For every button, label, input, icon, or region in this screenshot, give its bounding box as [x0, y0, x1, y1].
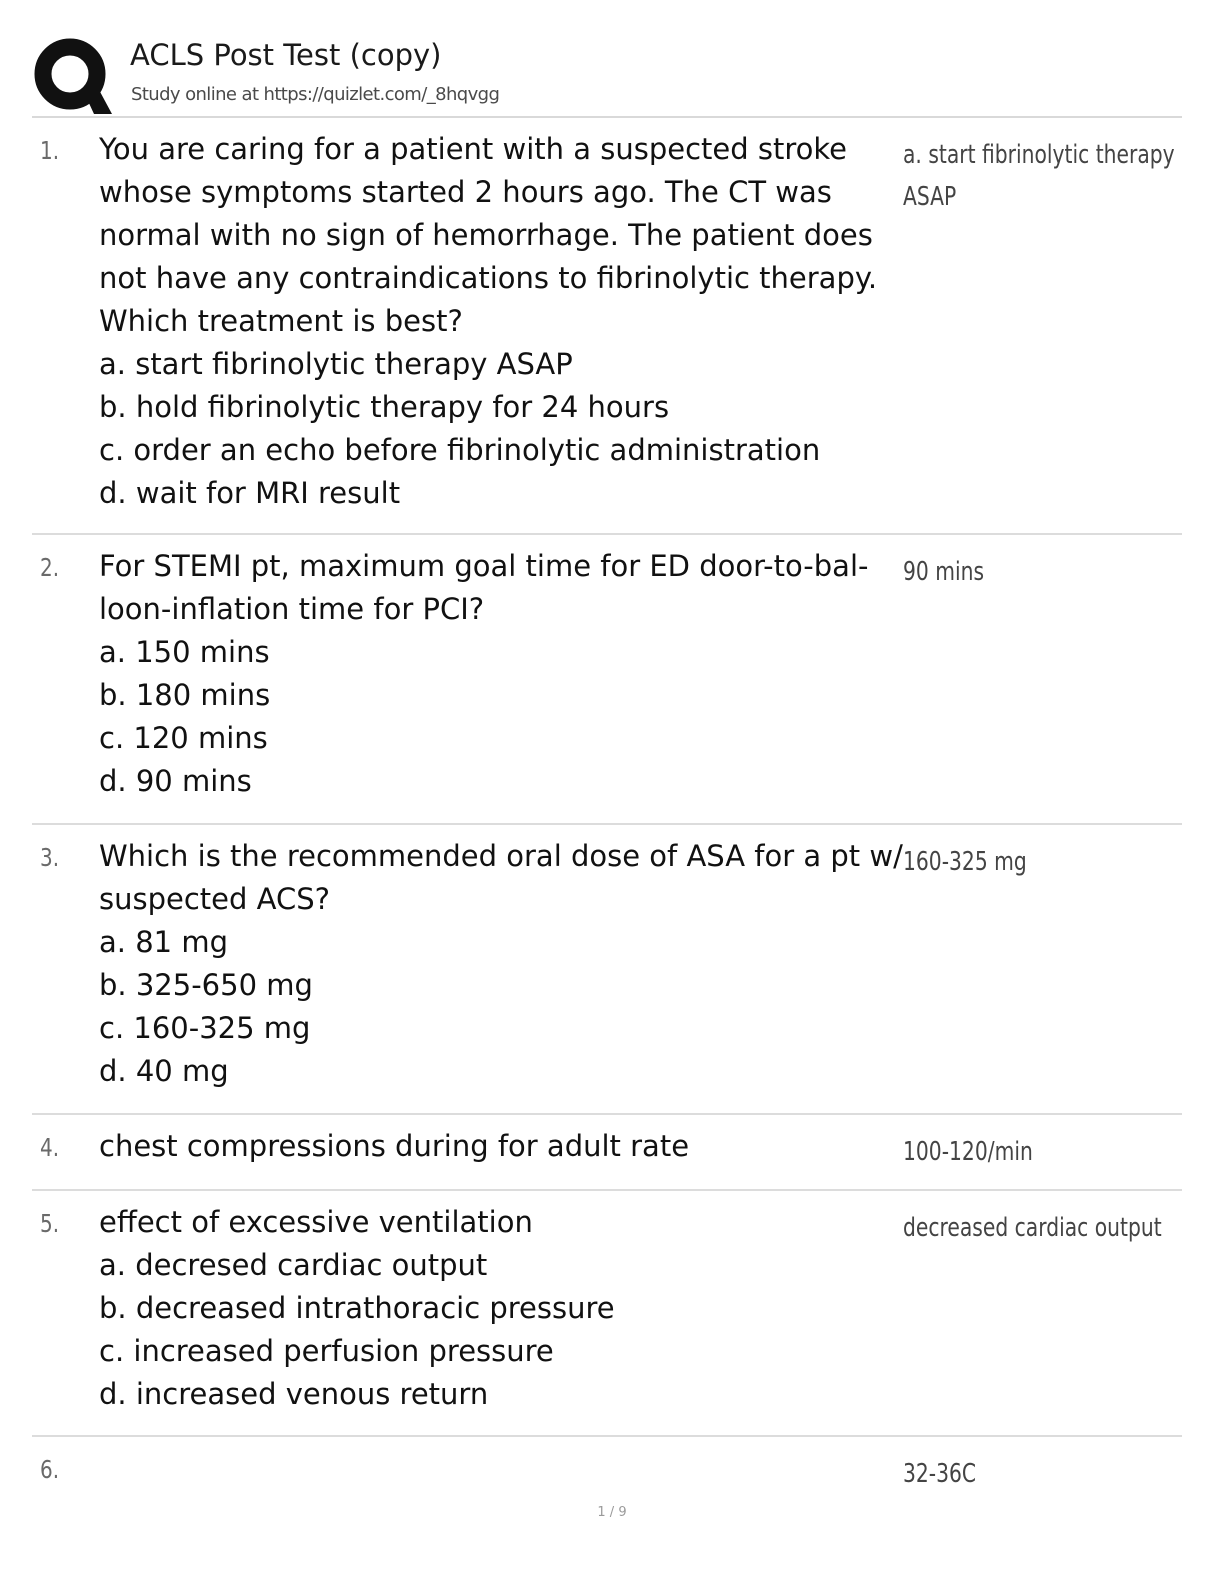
option-line: c. 120 mins — [99, 721, 268, 755]
answer-line: 160-325 mg — [903, 847, 1027, 877]
card-question — [99, 128, 899, 515]
flashcard-6 — [32, 1437, 1182, 1507]
question-line: Which treatment is best? — [99, 304, 463, 338]
answer-line: 32-36C — [903, 1459, 977, 1489]
quizlet-logo-icon — [32, 36, 112, 116]
flashcard-list — [32, 118, 1182, 1507]
question-line: effect of excessive ventilation — [99, 1205, 533, 1239]
flashcard-3 — [32, 825, 1182, 1115]
card-number: 2. — [40, 553, 60, 582]
question-line: suspected ACS? — [99, 882, 331, 916]
answer-line: 100-120/min — [903, 1137, 1033, 1167]
option-line: a. 150 mins — [99, 635, 270, 669]
option-line: b. decreased intrathoracic pressure — [99, 1291, 615, 1325]
option-line: c. order an echo before fibrinolytic administration — [99, 433, 821, 467]
card-answer — [903, 1131, 1160, 1173]
card-question — [99, 1201, 899, 1416]
card-answer — [903, 1207, 1160, 1249]
question-line: normal with no sign of hemorrhage. The patient does — [99, 218, 873, 252]
option-line: c. 160-325 mg — [99, 1011, 311, 1045]
card-number: 3. — [40, 843, 60, 872]
page-title: ACLS Post Test (copy) — [130, 38, 442, 72]
answer-line: a. start fibrinolytic therapy — [903, 140, 1175, 170]
answer-line: 90 mins — [903, 557, 985, 587]
question-line: whose symptoms started 2 hours ago. The CT was — [99, 175, 832, 209]
card-number: 1. — [40, 136, 60, 165]
card-number: 6. — [40, 1455, 60, 1484]
card-number: 4. — [40, 1133, 60, 1162]
option-line: c. increased perfusion pressure — [99, 1334, 554, 1368]
answer-line: decreased cardiac output — [903, 1213, 1162, 1243]
card-question — [99, 545, 899, 803]
option-line: b. 180 mins — [99, 678, 271, 712]
option-line: a. start fibrinolytic therapy ASAP — [99, 347, 573, 381]
card-answer — [903, 1453, 1160, 1495]
card-number: 5. — [40, 1209, 60, 1238]
flashcard-5 — [32, 1191, 1182, 1437]
page-number: 1 / 9 — [597, 1505, 627, 1520]
card-answer — [903, 134, 1175, 218]
study-link[interactable]: Study online at https://quizlet.com/_8hqvgg — [131, 84, 500, 105]
flashcard-2 — [32, 535, 1182, 825]
option-line: d. increased venous return — [99, 1377, 489, 1411]
card-answer — [903, 551, 1160, 593]
option-line: d. 90 mins — [99, 764, 252, 798]
option-line: b. hold fibrinolytic therapy for 24 hours — [99, 390, 670, 424]
flashcard-1 — [32, 118, 1182, 535]
card-question — [99, 1125, 899, 1168]
question-line: loon-inflation time for PCI? — [99, 592, 485, 626]
question-line: chest compressions during for adult rate — [99, 1129, 690, 1163]
question-line: For STEMI pt, maximum goal time for ED door-to-bal- — [99, 549, 869, 583]
answer-line: ASAP — [903, 182, 957, 212]
question-line: not have any contraindications to fibrinolytic therapy. — [99, 261, 878, 295]
option-line: a. 81 mg — [99, 925, 228, 959]
page-header — [32, 30, 1182, 116]
question-line: Which is the recommended oral dose of ASA for a pt w/ — [99, 839, 903, 873]
option-line: d. wait for MRI result — [99, 476, 401, 510]
option-line: b. 325-650 mg — [99, 968, 313, 1002]
card-question — [99, 835, 903, 1093]
question-line: You are caring for a patient with a suspected stroke — [99, 132, 847, 166]
card-answer — [903, 841, 1160, 883]
option-line: d. 40 mg — [99, 1054, 229, 1088]
option-line: a. decresed cardiac output — [99, 1248, 488, 1282]
flashcard-4 — [32, 1115, 1182, 1191]
